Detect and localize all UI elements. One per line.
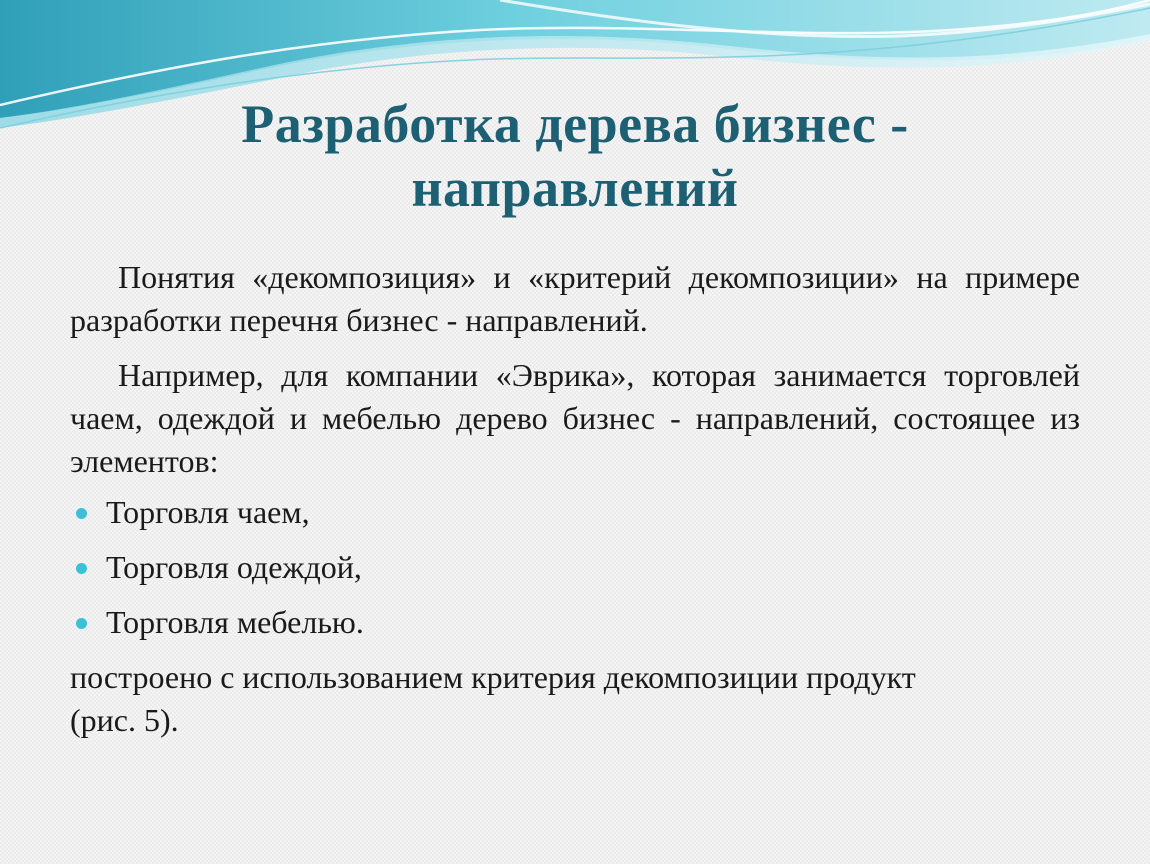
paragraph-concepts: Понятия «декомпозиция» и «критерий декомпозиции» на примере разработки перечня бизнес - направлений.	[70, 259, 1080, 338]
slide-title-line-1: Разработка дерева бизнес -	[241, 94, 909, 154]
bullet-dot-icon	[76, 618, 87, 629]
list-item	[70, 491, 1080, 534]
paragraph-example: Например, для компании «Эврика», которая занимается торговлей чаем, одеждой и мебелью дерево бизнес - направлений, состоящее из элементов:	[70, 357, 1080, 479]
bullet-list	[70, 491, 1080, 644]
slide-body	[70, 256, 1080, 742]
bullet-dot-icon	[76, 563, 87, 574]
slide-title-line-2: направлений	[411, 158, 739, 218]
slide-title	[70, 92, 1080, 220]
bullet-text: Торговля чаем,	[106, 494, 310, 530]
paragraph-closing: построено с использованием критерия декомпозиции продукт (рис. 5).	[70, 659, 916, 738]
bullet-text: Торговля мебелью.	[106, 604, 364, 640]
bullet-text: Торговля одеждой,	[106, 549, 362, 585]
list-item	[70, 601, 1080, 644]
list-item	[70, 546, 1080, 589]
bullet-dot-icon	[76, 508, 87, 519]
